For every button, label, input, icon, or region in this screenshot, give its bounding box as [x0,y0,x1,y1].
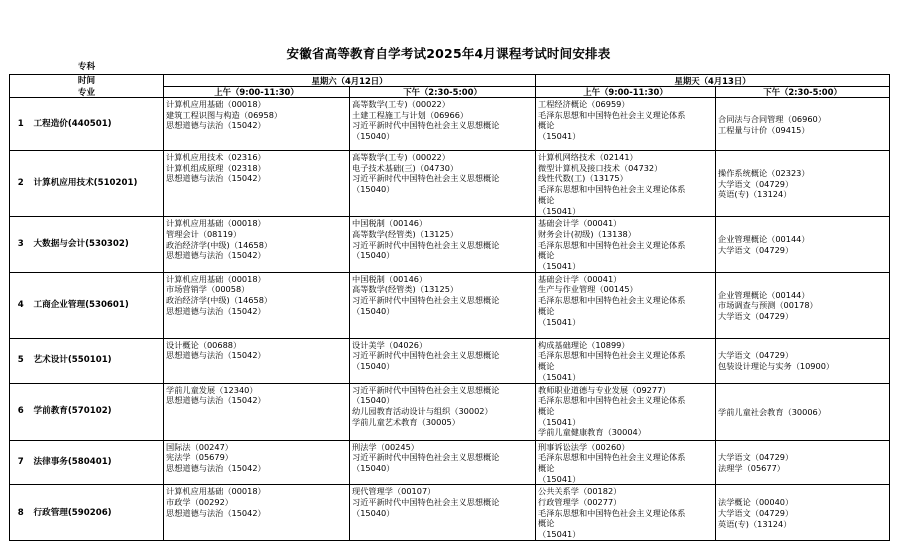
course-line: 计算机应用基础（00018） [166,273,266,284]
row-number: 8 [10,485,32,541]
schedule-cell-sun-afternoon [716,383,890,440]
schedule-cell-sat-afternoon [350,338,536,383]
course-line: （15041） [538,205,581,216]
major-name: 工程造价(440501) [32,98,164,151]
course-line: （15040） [352,462,395,473]
row-number: 1 [10,98,32,151]
schedule-cell-sun-afternoon [716,440,890,485]
course-line: （15041） [538,316,581,327]
table-row [10,272,890,338]
course-line: 概论 [538,361,555,372]
course-line: 概论 [538,462,555,473]
course-line: 高等数学(经管类)（13125） [352,228,459,239]
schedule-cell-sat-morning [164,338,350,383]
page-title: 安徽省高等教育自学考试2025年4月课程考试时间安排表 [286,46,611,61]
course-line: （15040） [352,131,395,142]
course-line: （15040） [352,507,395,518]
course-line: 毛泽东思想和中国特色社会主义理论体系 [538,395,686,406]
course-line: 计算机应用基础（00018） [166,99,266,109]
course-line: 行政管理学（00277） [538,497,622,508]
course-line: （15040） [352,250,395,261]
course-line: 思想道德与法治（15042） [166,173,266,184]
course-line: 思想道德与法治（15042） [166,462,266,473]
schedule-cell-sat-afternoon [350,151,536,217]
course-line: 习近平新时代中国特色社会主义思想概论 [352,384,500,395]
course-line: 高等数学(工专)（00022） [352,99,450,109]
schedule-cell-sun-morning [536,485,716,541]
course-line: 概论 [538,305,555,316]
major-name: 法律事务(580401) [32,440,164,485]
course-line: 大学语文（04729） [718,508,794,518]
row-number: 5 [10,338,32,383]
schedule-cell-sat-morning [164,383,350,440]
schedule-cell-sun-afternoon [716,217,890,273]
course-line: 思想道德与法治（15042） [166,507,266,518]
course-line: 毛泽东思想和中国特色社会主义理论体系 [538,109,686,120]
schedule-cell-sun-afternoon [716,272,890,338]
course-line: 英语(专)（13124） [718,518,792,529]
course-line: 设计美学（04026） [352,339,428,350]
course-line: 中国税制（00146） [352,218,428,229]
schedule-cell-sat-afternoon [350,440,536,485]
schedule-cell-sun-morning [536,217,716,273]
row-number: 4 [10,272,32,338]
course-line: 习近平新时代中国特色社会主义思想概论 [352,350,500,361]
course-line: （15040） [352,184,395,195]
course-line: 思想道德与法治（15042） [166,305,266,316]
course-line: 土建工程施工与计划（06966） [352,109,469,120]
course-line: 国际法（00247） [166,441,233,452]
course-line: 大学语文（04729） [718,178,794,189]
course-line: 政治经济学(中级)（14658） [166,239,273,250]
course-line: 学前儿童社会教育（30006） [718,406,826,417]
row-number: 7 [10,440,32,485]
corner-header [10,62,164,98]
course-line: 毛泽东思想和中国特色社会主义理论体系 [538,239,686,250]
course-line: 毛泽东思想和中国特色社会主义理论体系 [538,184,686,195]
schedule-cell-sun-morning [536,338,716,383]
course-line: 基础会计学（00041） [538,218,622,229]
course-line: 习近平新时代中国特色社会主义思想概论 [352,452,500,463]
course-line: 微型计算机及接口技术（04732） [538,162,663,173]
course-line: 管理会计（08119） [166,228,242,239]
course-line: 思想道德与法治（15042） [166,350,266,361]
day-header-sunday: 星期天（4月13日） [536,75,890,87]
course-line: 企业管理概论（00144） [718,234,810,245]
course-line: 公共关系学（00182） [538,486,622,497]
schedule-cell-sun-afternoon [716,151,890,217]
course-line: （15041） [538,529,581,540]
slot-header-sat-afternoon: 下午（2:30-5:00） [350,87,536,98]
course-line: 电子技术基础(三)（04730） [352,162,459,173]
course-line: 基础会计学（00041） [538,273,622,284]
course-line: 习近平新时代中国特色社会主义思想概论 [352,120,500,131]
table-row [10,338,890,383]
course-line: 教师职业道德与专业发展（09277） [538,384,671,395]
course-line: 计算机应用基础（00018） [166,486,266,497]
course-line: （15041） [538,261,581,272]
major-name: 学前教育(570102) [32,383,164,440]
course-line: 计算机应用基础（00018） [166,218,266,229]
course-line: 概论 [538,405,555,416]
schedule-body [10,98,890,541]
course-line: 毛泽东思想和中国特色社会主义理论体系 [538,452,686,463]
course-line: 大学语文（04729） [718,244,794,255]
course-line: 操作系统概论（02323） [718,168,810,179]
course-line: 概论 [538,250,555,261]
course-line: 包装设计理论与实务（10900） [718,361,835,372]
schedule-cell-sat-morning [164,151,350,217]
course-line: 市场营销学（00058） [166,284,250,295]
major-name: 大数据与会计(530302) [32,217,164,273]
schedule-cell-sun-morning [536,151,716,217]
schedule-cell-sat-morning [164,485,350,541]
table-row [10,217,890,273]
corner-label-time: 时间 [77,76,96,86]
schedule-cell-sun-afternoon [716,485,890,541]
course-line: 习近平新时代中国特色社会主义思想概论 [352,239,500,250]
course-line: 大学语文（04729） [718,452,794,463]
course-line: 生产与作业管理（00145） [538,284,638,295]
course-line: 计算机应用技术（02316） [166,152,266,162]
course-line: 高等数学(工专)（00022） [352,152,450,162]
course-line: 法理学（05677） [718,462,785,473]
course-line: 刑事诉讼法学（00260） [538,441,630,452]
schedule-cell-sat-afternoon [350,98,536,151]
slot-header-sun-morning: 上午（9:00-11:30） [536,87,716,98]
schedule-cell-sun-afternoon [716,338,890,383]
schedule-cell-sun-morning [536,272,716,338]
course-line: 概论 [538,194,555,205]
major-name: 工商企业管理(530601) [32,272,164,338]
course-line: （15041） [538,131,581,142]
course-line: 设计概论（00688） [166,339,242,350]
course-line: 幼儿园教育活动设计与组织（30002） [352,405,493,416]
course-line: 市场调查与预测（00178） [718,300,818,311]
course-line: 中国税制（00146） [352,273,428,284]
course-line: 学前儿童艺术教育（30005） [352,416,460,427]
course-line: （15041） [538,371,581,382]
course-line: 概论 [538,518,555,529]
schedule-cell-sat-morning [164,440,350,485]
course-line: （15040） [352,395,395,406]
course-line: 大学语文（04729） [718,311,794,322]
course-line: 概论 [538,120,555,131]
course-line: 宪法学（05679） [166,452,233,463]
course-line: 习近平新时代中国特色社会主义思想概论 [352,497,500,508]
course-line: 学前儿童发展（12340） [166,384,258,395]
course-line: 计算机网络技术（02141） [538,152,638,162]
course-line: 现代管理学（00107） [352,486,436,497]
course-line: 工程量与计价（09415） [718,124,810,135]
table-row [10,151,890,217]
table-row [10,440,890,485]
schedule-cell-sun-morning [536,383,716,440]
course-line: 大学语文（04729） [718,350,794,361]
course-line: 工程经济概论（06959） [538,99,630,109]
schedule-cell-sat-morning [164,272,350,338]
course-line: 习近平新时代中国特色社会主义思想概论 [352,295,500,306]
course-line: 毛泽东思想和中国特色社会主义理论体系 [538,507,686,518]
corner-label-category: 专科 [77,62,96,72]
course-line: 法学概论（00040） [718,497,794,508]
schedule-cell-sat-morning [164,217,350,273]
row-number: 2 [10,151,32,217]
course-line: 企业管理概论（00144） [718,289,810,300]
day-header-saturday: 星期六（4月12日） [164,75,536,87]
course-line: 构成基础理论（10899） [538,339,630,350]
row-number: 3 [10,217,32,273]
course-line: （15041） [538,473,581,484]
course-line: 计算机组成原理（02318） [166,162,266,173]
schedule-cell-sat-morning [164,98,350,151]
course-line: 高等数学(经管类)（13125） [352,284,459,295]
exam-schedule-table [9,62,890,541]
schedule-cell-sat-afternoon [350,383,536,440]
course-line: 思想道德与法治（15042） [166,395,266,406]
table-row [10,485,890,541]
slot-header-sat-morning: 上午（9:00-11:30） [164,87,350,98]
course-line: 毛泽东思想和中国特色社会主义理论体系 [538,350,686,361]
course-line: 思想道德与法治（15042） [166,120,266,131]
table-row [10,383,890,440]
course-line: 习近平新时代中国特色社会主义思想概论 [352,173,500,184]
major-name: 计算机应用技术(510201) [32,151,164,217]
schedule-cell-sat-afternoon [350,272,536,338]
row-number: 6 [10,383,32,440]
course-line: 学前儿童健康教育（30004） [538,427,646,438]
schedule-cell-sun-afternoon [716,98,890,151]
schedule-cell-sat-afternoon [350,485,536,541]
course-line: 毛泽东思想和中国特色社会主义理论体系 [538,295,686,306]
slot-header-sun-afternoon: 下午（2:30-5:00） [716,87,890,98]
course-line: 合同法与合同管理（06960） [718,113,826,124]
major-name: 行政管理(590206) [32,485,164,541]
course-line: 财务会计(初级)（13138） [538,228,636,239]
course-line: 刑法学（00245） [352,441,419,452]
schedule-cell-sat-afternoon [350,217,536,273]
course-line: （15040） [352,361,395,372]
course-line: （15041） [538,416,581,427]
course-line: 思想道德与法治（15042） [166,250,266,261]
course-line: 线性代数(工)（13175） [538,173,628,184]
table-row [10,98,890,151]
schedule-cell-sun-morning [536,98,716,151]
schedule-cell-sun-morning [536,440,716,485]
course-line: 英语(专)（13124） [718,189,792,200]
course-line: 政治经济学(中级)（14658） [166,295,273,306]
major-name: 艺术设计(550101) [32,338,164,383]
course-line: 建筑工程识图与构造（06958） [166,109,283,120]
course-line: 市政学（00292） [166,497,233,508]
corner-label-major: 专业 [77,88,96,98]
course-line: （15040） [352,305,395,316]
